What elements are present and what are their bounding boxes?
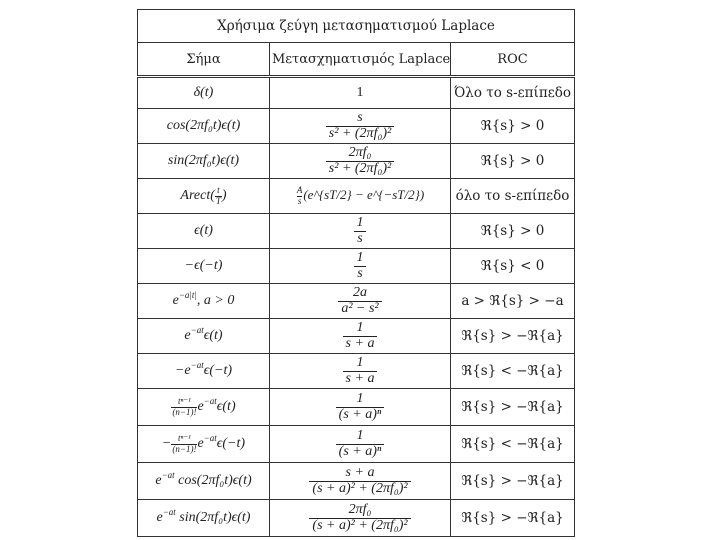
- exp-base: e: [155, 473, 162, 488]
- fraction-denominator: s² + (2πf₀)²: [326, 126, 394, 142]
- signal-expression: sin(2πf₀t)ϵ(t): [167, 153, 240, 168]
- fraction-numerator: 1: [356, 214, 364, 230]
- exp-exponent: −at: [161, 470, 175, 480]
- fraction-numerator: s: [357, 109, 363, 125]
- fraction-numerator: 1: [356, 354, 364, 370]
- exp-rest: ϵ(t): [216, 399, 236, 415]
- signal-expression: Arect( $\frac{t}{T}$ ): [180, 185, 227, 206]
- exp-base: e: [156, 510, 163, 525]
- exp-rest: ϵ(t): [203, 328, 223, 343]
- fraction-denominator: (s + a)² + (2πf₀)²: [309, 518, 410, 534]
- transform-expression: [343, 354, 378, 386]
- signal-expression: [184, 325, 223, 343]
- table-row: [138, 463, 575, 500]
- fraction-denominator: s: [354, 266, 365, 282]
- roc-cell: Όλο το s-επίπεδο: [451, 77, 575, 109]
- fraction-numerator: 1: [356, 249, 364, 265]
- transform-cell: [270, 426, 451, 463]
- fraction-numerator: 1: [356, 390, 364, 406]
- transform-expression: [338, 284, 381, 316]
- fraction-numerator: A: [296, 185, 303, 196]
- signal-expression: [161, 433, 246, 454]
- exp-rest: ϵ(−t): [203, 363, 233, 378]
- table-row: [138, 249, 575, 284]
- fraction-numerator: tⁿ⁻¹: [178, 433, 191, 444]
- roc-cell: a > ℜ{s} > −a: [451, 284, 575, 319]
- exp-rest: cos(2πf₀t)ϵ(t): [174, 473, 252, 488]
- fraction-denominator: (s + a)² + (2πf₀)²: [309, 481, 410, 497]
- signal-cell: [138, 319, 270, 354]
- exp-exponent: −at: [203, 396, 217, 407]
- exp-exponent: −at: [162, 507, 176, 517]
- roc-cell: ℜ{s} > 0: [451, 214, 575, 249]
- fraction-numerator: 1: [356, 319, 364, 335]
- transform-expression: 1: [356, 85, 364, 100]
- exp-base: −e: [174, 363, 191, 378]
- fraction-denominator: s + a: [343, 336, 378, 352]
- transform-cell: [270, 463, 451, 500]
- transform-expression: [336, 427, 385, 459]
- exp-exponent: −at: [190, 360, 204, 370]
- signal-cell: [138, 500, 270, 537]
- exp-exponent: −a|t|: [178, 290, 197, 300]
- signal-expression: [171, 396, 236, 417]
- fraction: [309, 466, 410, 496]
- signal-expression: [174, 360, 233, 378]
- signal-cell: [138, 354, 270, 389]
- roc-cell: ℜ{s} > −ℜ{a}: [451, 500, 575, 537]
- roc-cell: ℜ{s} > −ℜ{a}: [451, 319, 575, 354]
- transform-expression: [336, 390, 385, 422]
- fraction: [336, 429, 385, 459]
- transform-cell: [270, 144, 451, 179]
- transform-expression: [354, 214, 367, 246]
- fraction-denominator: (n−1)!: [172, 406, 197, 417]
- transform-expression: [326, 109, 394, 141]
- fraction-numerator: t: [217, 185, 220, 196]
- transform-expression: [343, 319, 378, 351]
- fraction: [343, 356, 378, 386]
- exp-rest: sin(2πf₀t)ϵ(t): [175, 510, 251, 525]
- laplace-pairs-table: [137, 9, 575, 537]
- roc-cell: ℜ{s} < −ℜ{a}: [451, 426, 575, 463]
- signal-cell: [138, 144, 270, 179]
- signal-expression: [156, 507, 251, 525]
- transform-expression: [309, 464, 410, 496]
- signal-cell: [138, 284, 270, 319]
- signal-cell: [138, 77, 270, 109]
- column-header-roc: ROC: [451, 43, 575, 77]
- signal-expression: ϵ(t): [194, 223, 213, 238]
- fraction: [343, 321, 378, 351]
- signal-expression: δ(t): [193, 85, 214, 100]
- fraction-denominator: s: [297, 195, 302, 206]
- signal-cell: [138, 389, 270, 426]
- roc-cell: ℜ{s} > −ℜ{a}: [451, 463, 575, 500]
- exp-rest: ϵ(−t): [216, 436, 246, 452]
- signal-expression: [172, 290, 235, 308]
- fraction-numerator: 2πf₀: [348, 501, 372, 517]
- exp-base: e: [197, 436, 204, 452]
- table-row: [138, 284, 575, 319]
- signal-expression: −ϵ(−t): [184, 258, 223, 273]
- transform-cell: [270, 500, 451, 537]
- fraction: [215, 186, 222, 206]
- signal-expression: [155, 470, 252, 488]
- fraction-numerator: 2a: [352, 284, 367, 300]
- table-row: [138, 426, 575, 463]
- fraction: [336, 392, 385, 422]
- table-row: [138, 319, 575, 354]
- signal-cell: [138, 463, 270, 500]
- roc-cell: όλο το s-επίπεδο: [451, 179, 575, 214]
- signal-cell: [138, 179, 270, 214]
- transform-expression: [326, 144, 394, 176]
- transform-expression: [296, 185, 425, 206]
- fraction: [171, 434, 197, 454]
- fraction-denominator: (s + a)ⁿ: [336, 407, 385, 423]
- signal-cell: [138, 426, 270, 463]
- column-header-signal: Σήμα: [138, 43, 270, 77]
- rect-prefix: Arect: [180, 188, 211, 204]
- laplace-pairs-table-container: [137, 9, 574, 537]
- exp-rest: , a > 0: [196, 293, 235, 308]
- table-title: Χρήσιμα ζεύγη μετασηματισμού Laplace: [138, 10, 575, 43]
- signal-expression: cos(2πf₀t)ϵ(t): [166, 118, 241, 133]
- fraction-denominator: s: [354, 231, 365, 247]
- exp-difference: (e^{sT/2} − e^{−sT/2}): [303, 187, 425, 203]
- fraction: [338, 286, 381, 316]
- roc-cell: ℜ{s} > −ℜ{a}: [451, 389, 575, 426]
- fraction-denominator: a² − s²: [338, 301, 381, 317]
- fraction-denominator: (n−1)!: [172, 443, 197, 454]
- roc-cell: ℜ{s} > 0: [451, 109, 575, 144]
- transform-cell: [270, 214, 451, 249]
- signal-cell: [138, 249, 270, 284]
- exp-base: e: [197, 399, 204, 415]
- roc-cell: ℜ{s} < −ℜ{a}: [451, 354, 575, 389]
- fraction: [171, 397, 197, 417]
- signal-cell: [138, 109, 270, 144]
- fraction-numerator: tⁿ⁻¹: [178, 396, 191, 407]
- fraction-numerator: 2πf₀: [348, 144, 372, 160]
- fraction-numerator: 1: [356, 427, 364, 443]
- sign: −: [161, 436, 172, 452]
- fraction-denominator: T: [215, 195, 221, 206]
- fraction: [354, 251, 367, 281]
- fraction-denominator: s + a: [343, 371, 378, 387]
- table-row: [138, 77, 575, 109]
- fraction-denominator: s² + (2πf₀)²: [326, 161, 394, 177]
- transform-cell: [270, 109, 451, 144]
- transform-cell: [270, 249, 451, 284]
- table-row: [138, 389, 575, 426]
- fraction-numerator: s + a: [345, 464, 375, 480]
- roc-cell: ℜ{s} < 0: [451, 249, 575, 284]
- transform-cell: [270, 389, 451, 426]
- table-row: [138, 144, 575, 179]
- table-row: [138, 500, 575, 537]
- fraction: [309, 503, 410, 533]
- table-row: [138, 179, 575, 214]
- fraction: [326, 111, 394, 141]
- column-header-laplace-transform: Μετασχηματισμός Laplace: [270, 43, 451, 77]
- table-row: [138, 109, 575, 144]
- transform-expression: [309, 501, 410, 533]
- transform-expression: [354, 249, 367, 281]
- fraction: [326, 146, 394, 176]
- transform-cell: [270, 179, 451, 214]
- transform-cell: [270, 319, 451, 354]
- transform-cell: [270, 354, 451, 389]
- table-row: [138, 354, 575, 389]
- exp-exponent: −at: [203, 433, 217, 444]
- exp-exponent: −at: [190, 325, 204, 335]
- roc-cell: ℜ{s} > 0: [451, 144, 575, 179]
- transform-cell: [270, 77, 451, 109]
- table-body: [138, 77, 575, 537]
- table-row: [138, 214, 575, 249]
- transform-cell: [270, 284, 451, 319]
- fraction: [354, 216, 367, 246]
- exp-base: e: [172, 293, 179, 308]
- fraction-denominator: (s + a)ⁿ: [336, 444, 385, 460]
- signal-cell: [138, 214, 270, 249]
- exp-base: e: [184, 328, 191, 343]
